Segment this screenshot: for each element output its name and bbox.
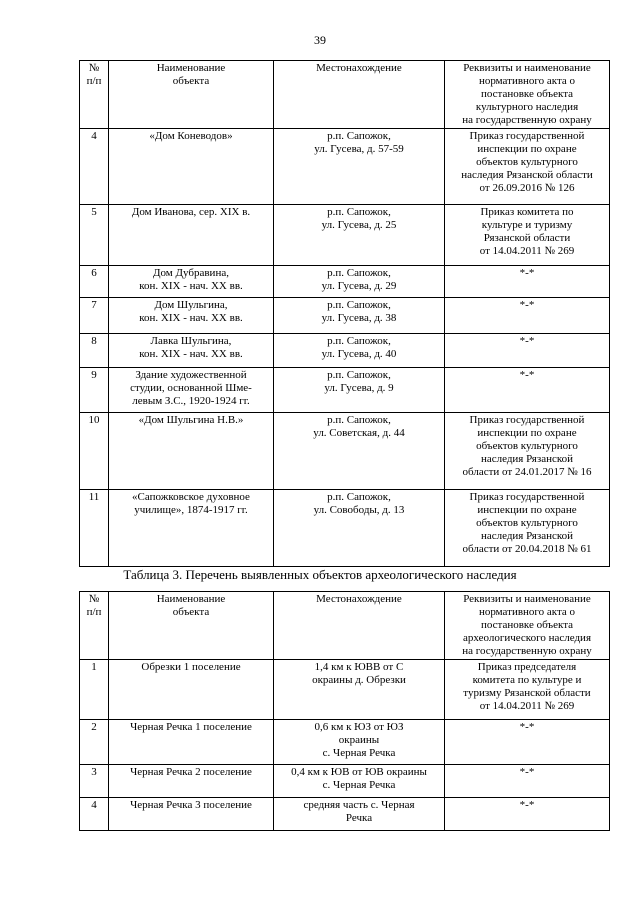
- table-row: [80, 368, 610, 413]
- object-name: «Дом Коневодов»: [109, 129, 274, 205]
- object-name: Дом Иванова, сер. XIX в.: [109, 205, 274, 266]
- header-name: Наименование объекта: [109, 61, 274, 129]
- row-number: 4: [80, 129, 109, 205]
- header-number: № п/п: [80, 592, 109, 660]
- row-number: 1: [80, 660, 109, 720]
- row-number: 10: [80, 413, 109, 490]
- object-document: Приказ государственной инспекции по охране объектов культурного наследия Рязанской области от 24.01.2017 № 16: [445, 413, 610, 490]
- header-name: Наименование объекта: [109, 592, 274, 660]
- object-location: 0,6 км к ЮЗ от ЮЗ окраины с. Черная Речка: [274, 720, 445, 765]
- table-3-caption: Таблица 3. Перечень выявленных объектов археологического наследия: [123, 567, 517, 582]
- object-document: Приказ государственной инспекции по охране объектов культурного наследия Рязанской области от 26.09.2016 № 126: [445, 129, 610, 205]
- object-document: *-*: [445, 798, 610, 831]
- object-document: *-*: [445, 298, 610, 334]
- table-row: [80, 765, 610, 798]
- row-number: 7: [80, 298, 109, 334]
- object-location: р.п. Сапожок, ул. Гусева, д. 29: [274, 266, 445, 298]
- table-row: [80, 205, 610, 266]
- object-name: Дом Шульгина, кон. XIX - нач. XX вв.: [109, 298, 274, 334]
- object-name: Лавка Шульгина, кон. XIX - нач. XX вв.: [109, 334, 274, 368]
- table-row: [80, 298, 610, 334]
- table-row: [80, 798, 610, 831]
- object-document: *-*: [445, 765, 610, 798]
- object-name: «Дом Шульгина Н.В.»: [109, 413, 274, 490]
- row-number: 11: [80, 490, 109, 567]
- row-number: 9: [80, 368, 109, 413]
- row-number: 6: [80, 266, 109, 298]
- object-name: Черная Речка 3 поселение: [109, 798, 274, 831]
- object-location: р.п. Сапожок, ул. Совободы, д. 13: [274, 490, 445, 567]
- object-document: Приказ государственной инспекции по охране объектов культурного наследия Рязанской области от 20.04.2018 № 61: [445, 490, 610, 567]
- table-row: [80, 660, 610, 720]
- object-location: р.п. Сапожок, ул. Гусева, д. 57-59: [274, 129, 445, 205]
- page-number: 39: [314, 33, 326, 47]
- object-location: р.п. Сапожок, ул. Гусева, д. 9: [274, 368, 445, 413]
- table-row: [80, 413, 610, 490]
- table-row: [80, 129, 610, 205]
- header-document: Реквизиты и наименование нормативного акта о постановке объекта культурного наследия на государственную охрану: [445, 61, 610, 129]
- object-location: 0,4 км к ЮВ от ЮВ окраины с. Черная Речка: [274, 765, 445, 798]
- object-location: р.п. Сапожок, ул. Гусева, д. 40: [274, 334, 445, 368]
- object-location: 1,4 км к ЮВВ от С окраины д. Обрезки: [274, 660, 445, 720]
- object-location: р.п. Сапожок, ул. Гусева, д. 38: [274, 298, 445, 334]
- object-document: *-*: [445, 266, 610, 298]
- table-row: [80, 334, 610, 368]
- header-document: Реквизиты и наименование нормативного акта о постановке объекта археологического наследия на государственную охрану: [445, 592, 610, 660]
- object-document: *-*: [445, 720, 610, 765]
- table-header-row: [80, 61, 610, 129]
- object-name: Черная Речка 2 поселение: [109, 765, 274, 798]
- row-number: 3: [80, 765, 109, 798]
- object-document: *-*: [445, 368, 610, 413]
- header-number: № п/п: [80, 61, 109, 129]
- object-name: «Сапожковское духовное училище», 1874-1917 гг.: [109, 490, 274, 567]
- object-name: Дом Дубравина, кон. XIX - нач. XX вв.: [109, 266, 274, 298]
- object-name: Черная Речка 1 поселение: [109, 720, 274, 765]
- object-document: Приказ комитета по культуре и туризму Рязанской области от 14.04.2011 № 269: [445, 205, 610, 266]
- object-document: Приказ председателя комитета по культуре и туризму Рязанской области от 14.04.2011 № 269: [445, 660, 610, 720]
- object-location: р.п. Сапожок, ул. Гусева, д. 25: [274, 205, 445, 266]
- object-location: средняя часть с. Черная Речка: [274, 798, 445, 831]
- table-row: [80, 490, 610, 567]
- object-location: р.п. Сапожок, ул. Советская, д. 44: [274, 413, 445, 490]
- archaeological-objects-table: [79, 591, 610, 831]
- object-name: Здание художественной студии, основанной Шме- левым З.С., 1920-1924 гг.: [109, 368, 274, 413]
- row-number: 2: [80, 720, 109, 765]
- object-name: Обрезки 1 поселение: [109, 660, 274, 720]
- table-header-row: [80, 592, 610, 660]
- header-location: Местонахождение: [274, 61, 445, 129]
- table-row: [80, 720, 610, 765]
- heritage-objects-table: [79, 60, 610, 567]
- header-location: Местонахождение: [274, 592, 445, 660]
- object-document: *-*: [445, 334, 610, 368]
- table-row: [80, 266, 610, 298]
- row-number: 8: [80, 334, 109, 368]
- row-number: 4: [80, 798, 109, 831]
- row-number: 5: [80, 205, 109, 266]
